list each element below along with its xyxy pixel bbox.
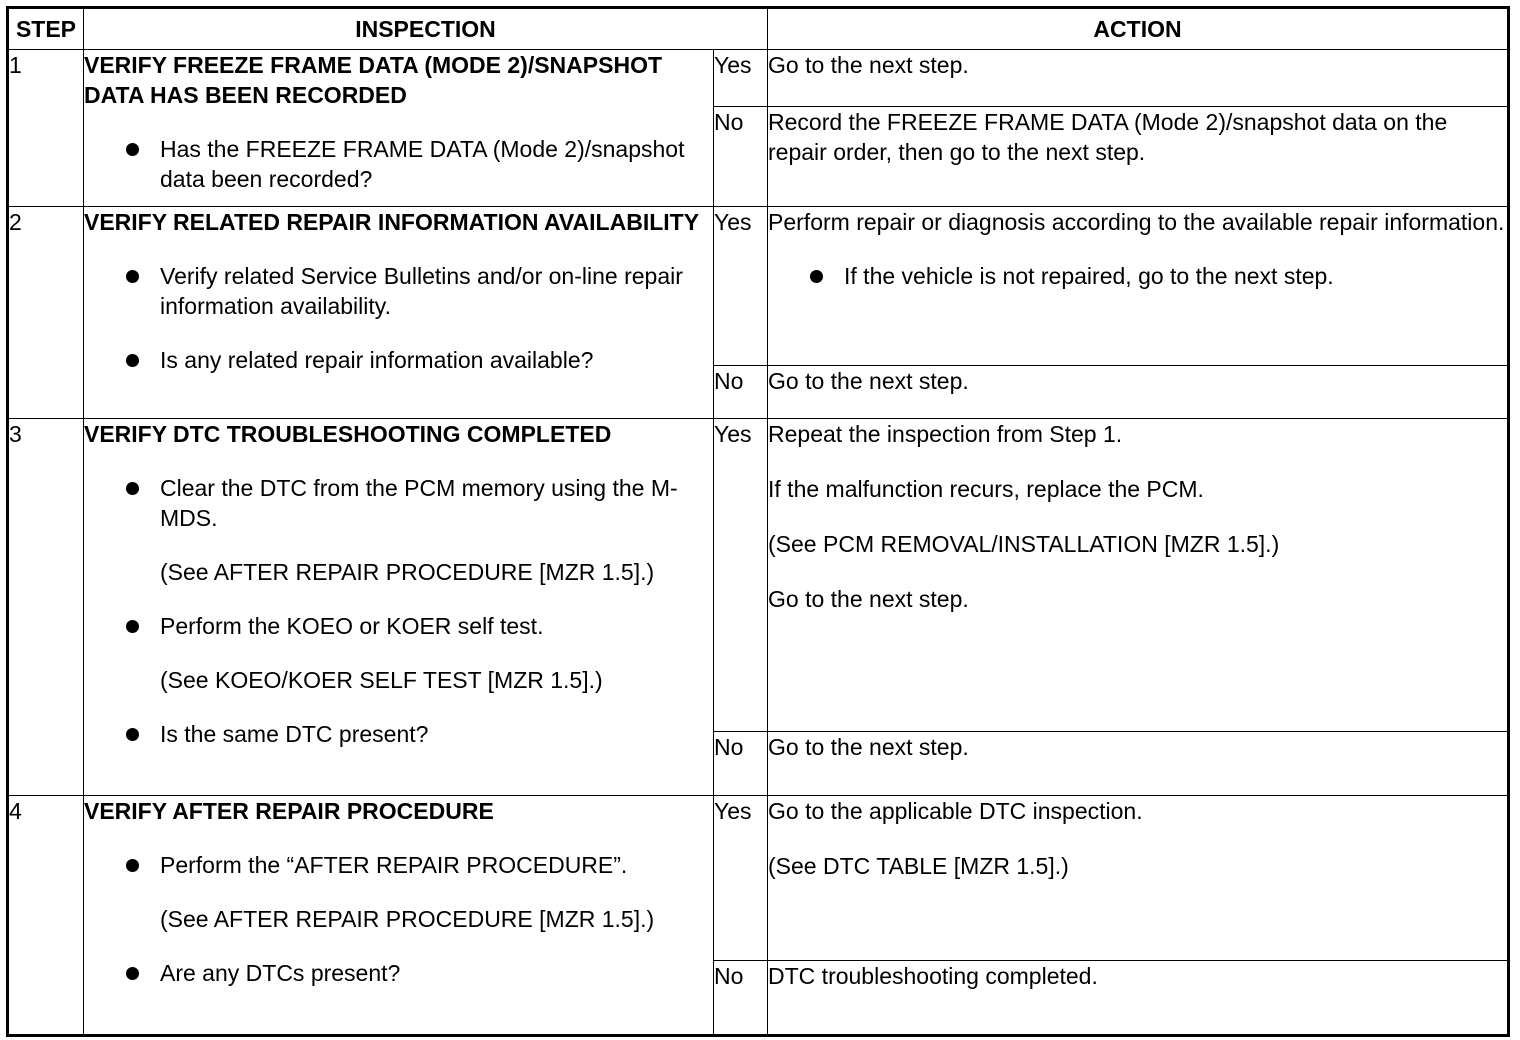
yes-label: Yes — [714, 419, 768, 732]
yes-action-cell — [768, 207, 1509, 366]
reference-note: (See AFTER REPAIR PROCEDURE [MZR 1.5].) — [160, 559, 655, 585]
bullet-dot-icon — [810, 270, 823, 283]
header-action: ACTION — [768, 8, 1509, 50]
step-number: 2 — [8, 207, 84, 419]
reference-note: (See AFTER REPAIR PROCEDURE [MZR 1.5].) — [160, 906, 655, 932]
action-paragraph: Repeat the inspection from Step 1. — [768, 421, 1123, 447]
bullet-text: Is any related repair information available? — [160, 347, 594, 373]
bullet-dot-icon — [126, 967, 139, 980]
bullet-dot-icon — [126, 859, 139, 872]
bullet-dot-icon — [126, 354, 139, 367]
bullet-text: Are any DTCs present? — [160, 960, 401, 986]
no-label: No — [714, 366, 768, 419]
inspection-cell — [84, 50, 714, 207]
header-inspection: INSPECTION — [84, 8, 768, 50]
bullet-dot-icon — [126, 728, 139, 741]
bullet-item — [84, 611, 713, 641]
step-number: 4 — [8, 796, 84, 1036]
yes-action-cell — [768, 419, 1509, 732]
table-row — [8, 419, 1509, 732]
yes-label: Yes — [714, 50, 768, 107]
bullet-item — [84, 473, 713, 533]
action-paragraph: If the malfunction recurs, replace the PCM. — [768, 476, 1204, 502]
yes-label: Yes — [714, 207, 768, 366]
bullet-dot-icon — [126, 143, 139, 156]
bullet-item — [84, 261, 713, 321]
inspection-title: VERIFY FREEZE FRAME DATA (MODE 2)/SNAPSHOT DATA HAS BEEN RECORDED — [84, 52, 663, 108]
bullet-dot-icon — [126, 620, 139, 633]
bullet-text: Clear the DTC from the PCM memory using the M-MDS. — [160, 475, 678, 531]
bullet-item — [84, 850, 713, 880]
step-number: 3 — [8, 419, 84, 796]
bullet-item — [84, 958, 713, 988]
bullet-text: If the vehicle is not repaired, go to the next step. — [844, 263, 1334, 289]
bullet-item — [84, 134, 713, 194]
inspection-title: VERIFY AFTER REPAIR PROCEDURE — [84, 798, 494, 824]
no-action: Go to the next step. — [768, 732, 1509, 796]
action-paragraph: Go to the next step. — [768, 586, 969, 612]
action-paragraph: (See PCM REMOVAL/INSTALLATION [MZR 1.5].) — [768, 531, 1280, 557]
inspection-cell — [84, 796, 714, 1036]
bullet-text: Perform the “AFTER REPAIR PROCEDURE”. — [160, 852, 628, 878]
bullet-text: Verify related Service Bulletins and/or on-line repair information availability. — [160, 263, 683, 319]
yes-action-cell — [768, 796, 1509, 961]
no-action: Record the FREEZE FRAME DATA (Mode 2)/snapshot data on the repair order, then go to the next step. — [768, 107, 1509, 207]
no-label: No — [714, 732, 768, 796]
yes-action: Perform repair or diagnosis according to the available repair information. — [768, 209, 1505, 235]
header-row — [8, 8, 1509, 50]
table-row — [8, 796, 1509, 961]
reference-note: (See KOEO/KOER SELF TEST [MZR 1.5].) — [160, 667, 603, 693]
bullet-text: Has the FREEZE FRAME DATA (Mode 2)/snapshot data been recorded? — [160, 136, 685, 192]
table-row — [8, 207, 1509, 366]
yes-label: Yes — [714, 796, 768, 961]
no-action: Go to the next step. — [768, 366, 1509, 419]
action-paragraph: Go to the applicable DTC inspection. — [768, 798, 1143, 824]
bullet-dot-icon — [126, 482, 139, 495]
bullet-item — [768, 261, 1507, 291]
yes-action: Go to the next step. — [768, 50, 1509, 107]
inspection-cell — [84, 419, 714, 796]
bullet-item — [84, 719, 713, 749]
diagnostic-table — [6, 6, 1510, 1037]
table-row — [8, 50, 1509, 107]
inspection-title: VERIFY DTC TROUBLESHOOTING COMPLETED — [84, 421, 612, 447]
header-step: STEP — [8, 8, 84, 50]
bullet-text: Perform the KOEO or KOER self test. — [160, 613, 544, 639]
no-label: No — [714, 961, 768, 1036]
no-label: No — [714, 107, 768, 207]
bullet-dot-icon — [126, 270, 139, 283]
action-paragraph: (See DTC TABLE [MZR 1.5].) — [768, 853, 1069, 879]
no-action: DTC troubleshooting completed. — [768, 961, 1509, 1036]
inspection-cell — [84, 207, 714, 419]
bullet-item — [84, 345, 713, 375]
step-number: 1 — [8, 50, 84, 207]
bullet-text: Is the same DTC present? — [160, 721, 429, 747]
inspection-title: VERIFY RELATED REPAIR INFORMATION AVAILABILITY — [84, 209, 700, 235]
